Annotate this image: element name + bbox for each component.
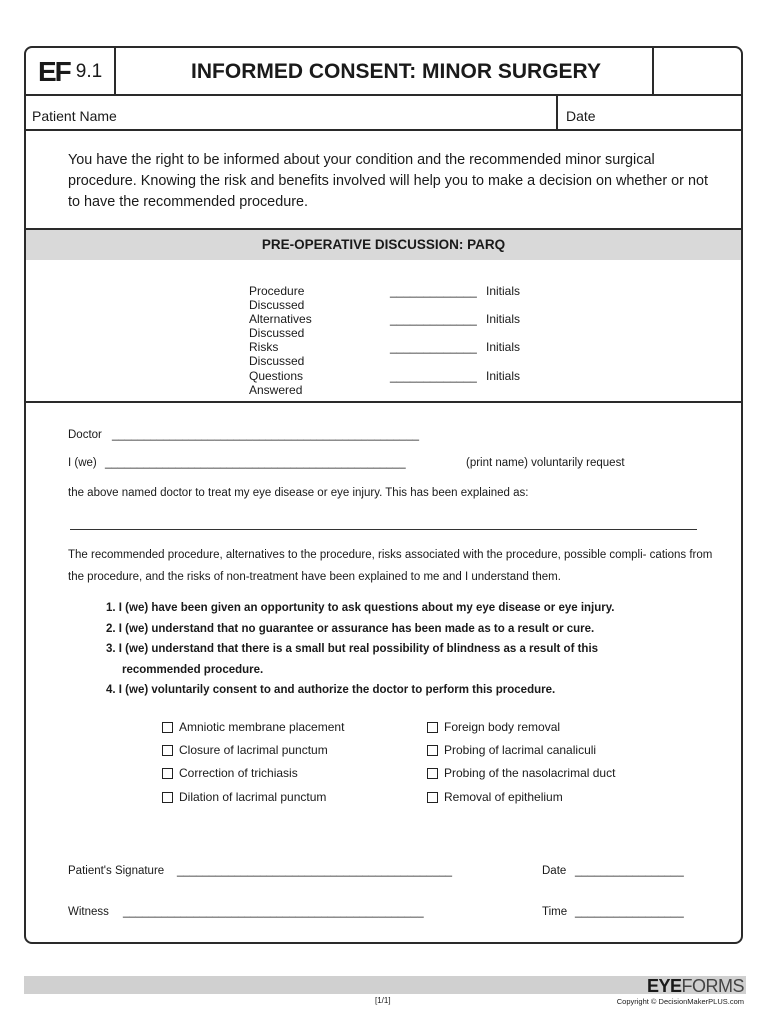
initials-label: Initials xyxy=(486,369,521,383)
consent-paragraph: The recommended procedure, alternatives to the procedure, risks associated with the procedure, possible compli- cations from the procedure, and the risks of non-treatment have been explained to me and I understand them. xyxy=(68,549,713,583)
procedure-checkbox[interactable] xyxy=(427,766,615,780)
parq-label: Questions Answered xyxy=(249,369,304,397)
initials-field[interactable]: _____________ xyxy=(390,312,477,326)
statement-item: 3. I (we) understand that there is a small but real possibility of blindness as a result of this xyxy=(106,643,599,656)
copyright-text: Copyright © DecisionMakerPLUS.com xyxy=(616,997,744,1006)
statement-item: 1. I (we) have been given an opportunity to ask questions about my eye disease or eye injury. xyxy=(106,602,615,614)
signature-date-field[interactable]: _________________ xyxy=(575,865,684,877)
initials-field[interactable]: _____________ xyxy=(390,284,477,298)
parq-section-header xyxy=(26,230,741,260)
brand-light: FORMS xyxy=(681,976,744,996)
parq-label: Alternatives Discussed xyxy=(249,312,312,340)
procedure-checkbox[interactable] xyxy=(427,790,563,804)
procedure-label: Removal of epithelium xyxy=(444,790,563,804)
witness-field[interactable]: _______________________________________________ xyxy=(123,906,424,918)
statement-item: recommended procedure. xyxy=(122,663,264,676)
eyeforms-logo xyxy=(38,56,102,88)
eyeforms-footer-logo xyxy=(647,976,744,997)
procedure-label: Closure of lacrimal punctum xyxy=(179,743,328,757)
procedure-label: Probing of the nasolacrimal duct xyxy=(444,766,616,780)
statement-item: 2. I (we) understand that no guarantee or assurance has been made as to a result or cure. xyxy=(106,622,595,635)
patient-signature-field[interactable]: ___________________________________________ xyxy=(177,865,453,877)
form-number: 9.1 xyxy=(75,61,103,82)
procedure-checkbox[interactable] xyxy=(427,743,596,757)
procedure-checkbox[interactable] xyxy=(427,720,560,734)
checkbox-icon[interactable] xyxy=(427,792,438,803)
doctor-field[interactable]: ________________________________________________ xyxy=(112,429,419,441)
brand-bold: EYE xyxy=(646,976,682,996)
checkbox-icon[interactable] xyxy=(427,768,438,779)
print-name-field[interactable]: _______________________________________________ xyxy=(105,457,406,469)
parq-label: Risks Discussed xyxy=(249,340,305,368)
page-number: [1/1] xyxy=(375,996,391,1005)
consent-form xyxy=(24,46,743,944)
explanation-field[interactable] xyxy=(70,529,697,530)
initials-label: Initials xyxy=(486,312,521,326)
divider xyxy=(26,94,741,96)
date-field[interactable]: Date xyxy=(566,108,596,124)
checkbox-icon[interactable] xyxy=(162,768,173,779)
checkbox-icon[interactable] xyxy=(162,792,173,803)
statement-item: 4. I (we) voluntarily consent to and authorize the doctor to perform this procedure. xyxy=(106,684,556,697)
time-label: Time xyxy=(542,906,568,918)
checkbox-icon[interactable] xyxy=(427,722,438,733)
checkbox-icon[interactable] xyxy=(162,722,173,733)
procedure-label: Dilation of lacrimal punctum xyxy=(179,790,327,804)
explained-as-text: the above named doctor to treat my eye disease or eye injury. This has been explained as: xyxy=(68,487,529,499)
logo-mark: EF xyxy=(38,56,70,87)
patient-signature-label: Patient's Signature xyxy=(68,865,165,877)
procedure-label: Probing of lacrimal canaliculi xyxy=(444,743,597,757)
parq-label: Procedure Discussed xyxy=(249,284,305,312)
procedure-label: Amniotic membrane placement xyxy=(179,720,345,734)
print-name-suffix: (print name) voluntarily request xyxy=(466,457,625,469)
consent-statements xyxy=(106,598,716,701)
signature-date-label: Date xyxy=(542,865,567,877)
time-field[interactable]: _________________ xyxy=(575,906,684,918)
procedure-label: Foreign body removal xyxy=(444,720,561,734)
procedure-checkbox[interactable] xyxy=(162,743,328,757)
divider xyxy=(26,129,741,131)
procedure-checkbox[interactable] xyxy=(162,720,344,734)
divider xyxy=(652,48,654,94)
procedure-checkbox[interactable] xyxy=(162,766,298,780)
initials-field[interactable]: _____________ xyxy=(390,369,477,383)
procedure-label: Correction of trichiasis xyxy=(179,766,298,780)
witness-label: Witness xyxy=(68,906,109,918)
initials-label: Initials xyxy=(486,284,521,298)
parq-title: PRE-OPERATIVE DISCUSSION: PARQ xyxy=(261,237,506,252)
intro-paragraph: You have the right to be informed about your condition and the recommended minor surgical procedure. Knowing the risk and benefits involved will help you to make a decision on whether or not to have the recommended procedure. xyxy=(68,152,708,210)
footer-bar xyxy=(24,976,746,994)
patient-name-field[interactable]: Patient Name xyxy=(32,108,117,124)
checkbox-icon[interactable] xyxy=(162,745,173,756)
divider xyxy=(26,401,741,403)
divider xyxy=(556,96,558,129)
page-title: INFORMED CONSENT: MINOR SURGERY xyxy=(191,60,601,83)
iwe-label: I (we) xyxy=(68,457,97,469)
doctor-label: Doctor xyxy=(68,429,102,441)
checkbox-icon[interactable] xyxy=(427,745,438,756)
procedure-checkbox[interactable] xyxy=(162,790,326,804)
initials-label: Initials xyxy=(486,340,521,354)
initials-field[interactable]: _____________ xyxy=(390,340,477,354)
